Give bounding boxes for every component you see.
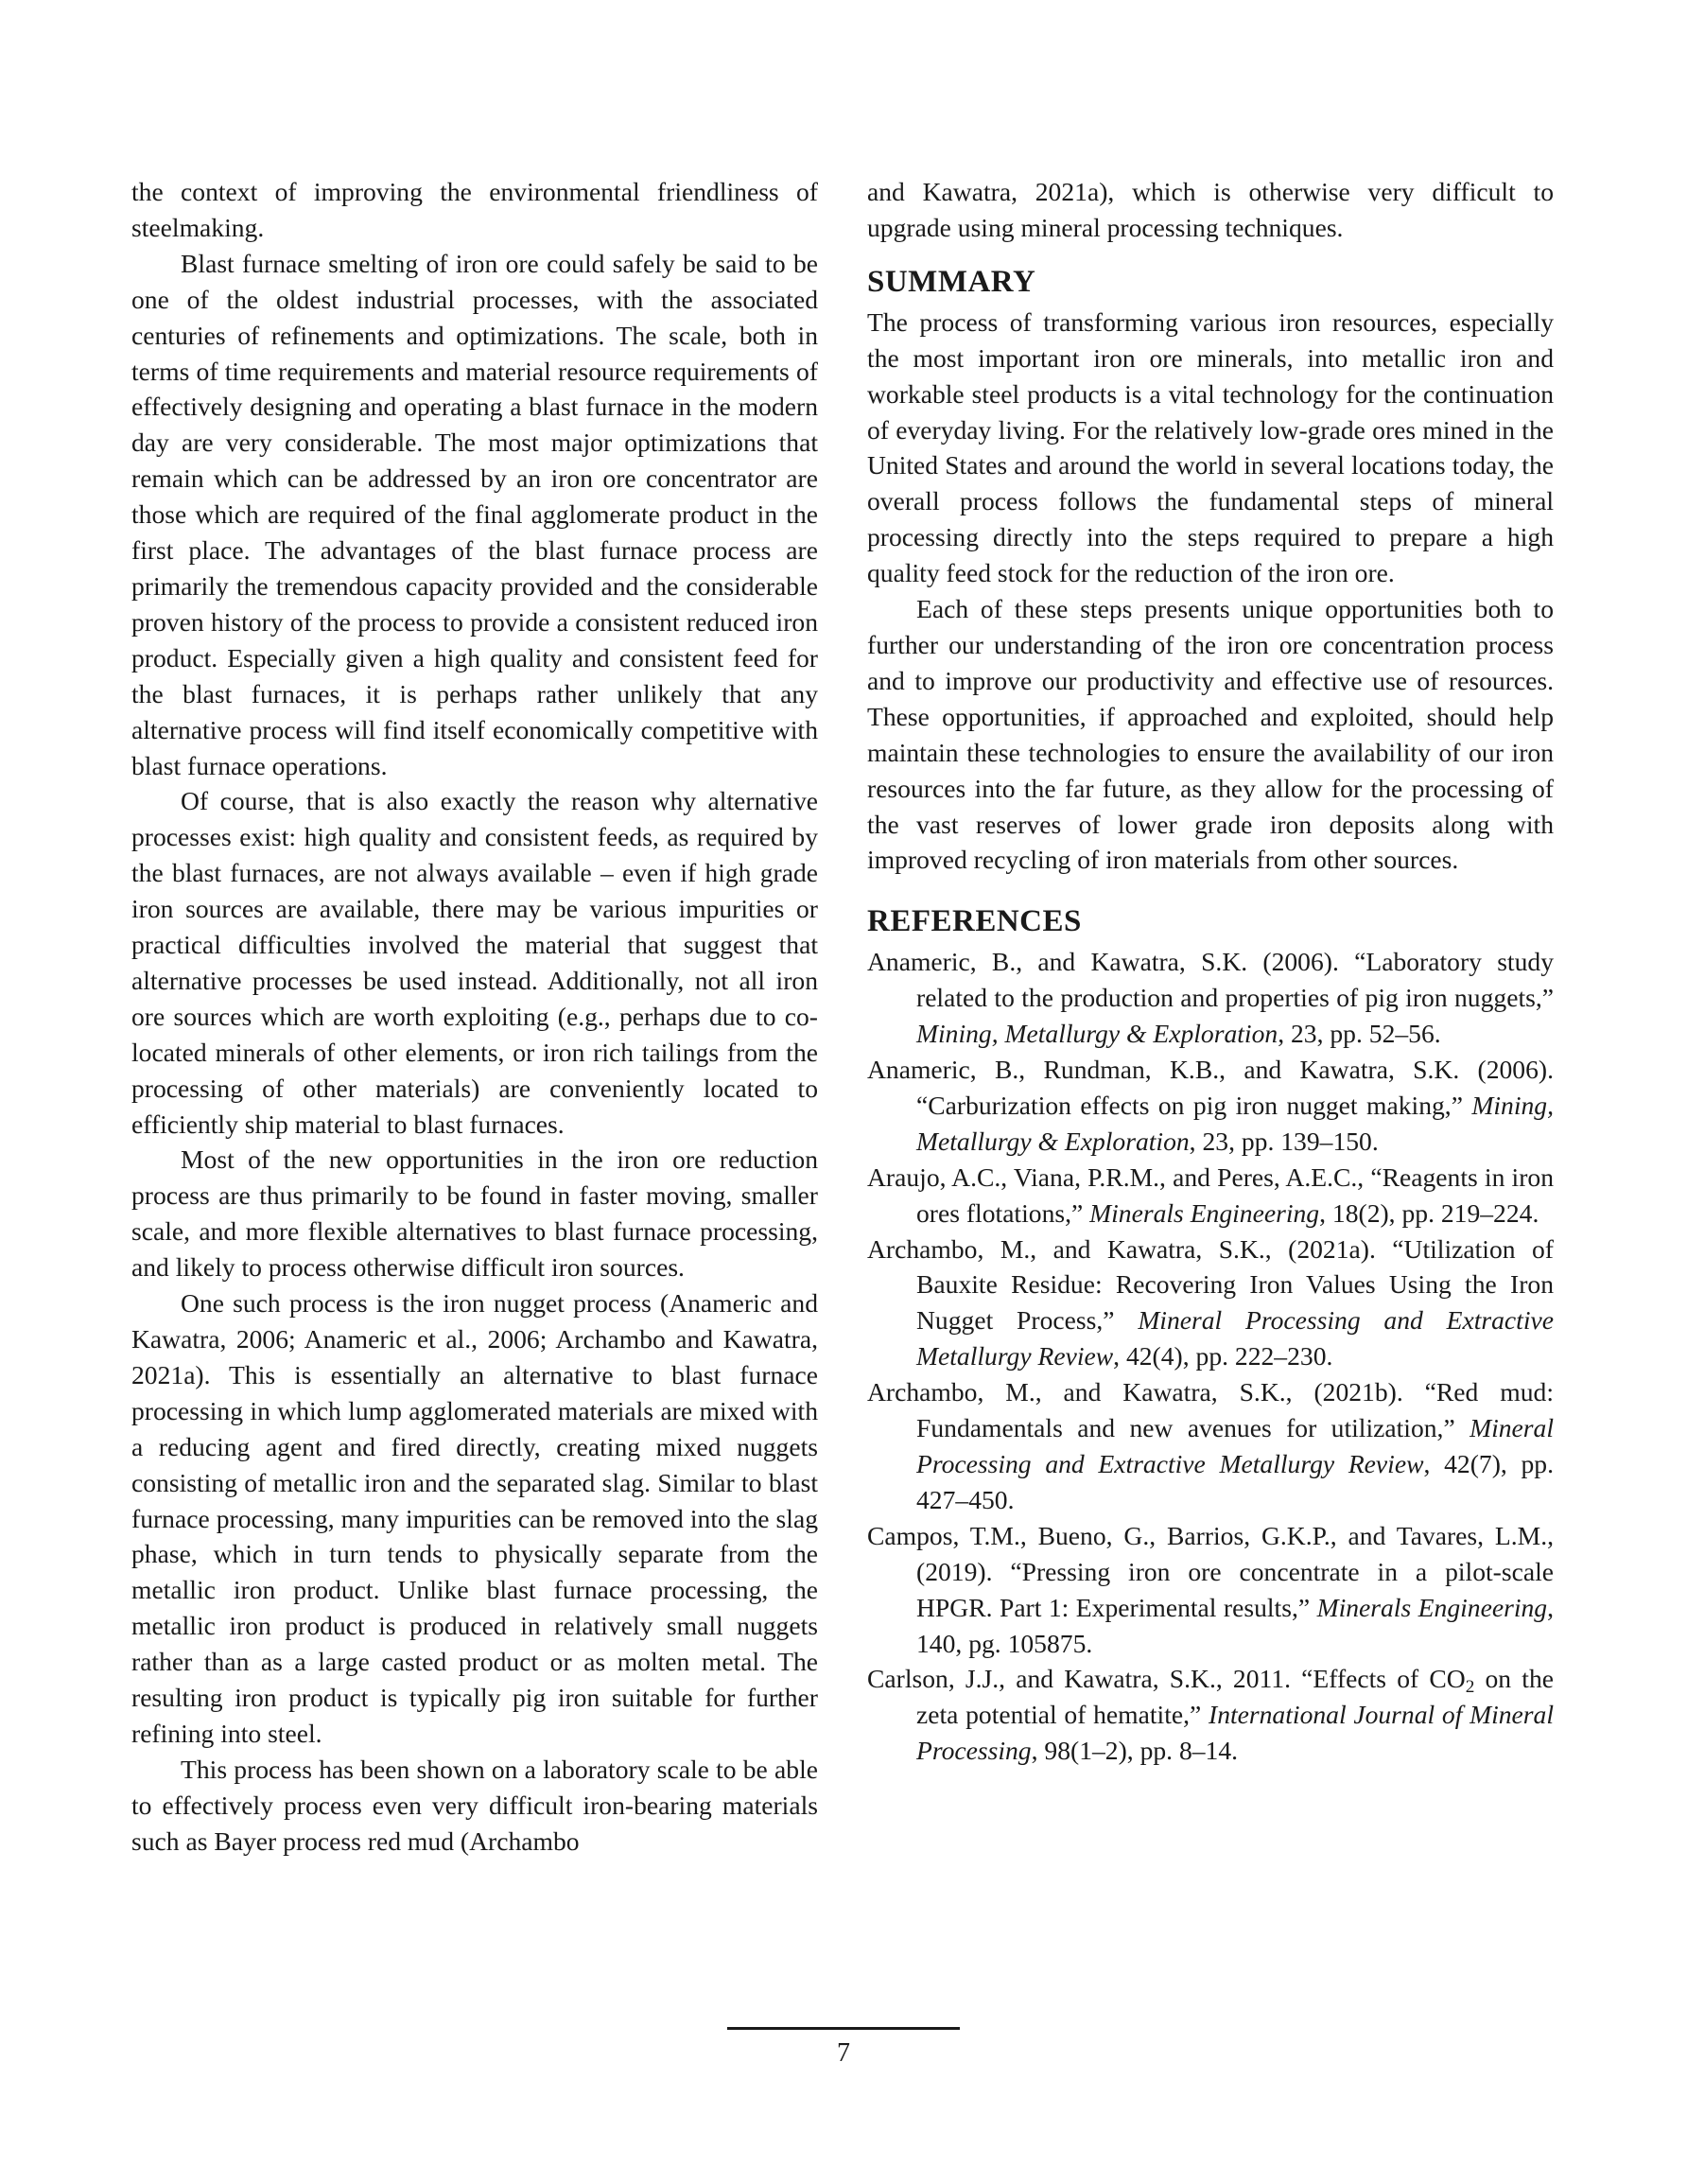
reference-journal: Mining, Metallurgy & Exploration — [916, 1019, 1278, 1049]
reference-text: Campos, T.M., Bueno, G., Barrios, G.K.P., and Tavares, L.M., (2019). “Pressing iron ore concentrate in a pilot-scale HPGR. Part 1: Experimental results,” — [867, 1520, 1554, 1622]
reference-citation: , 42(7), pp. 427–450. — [916, 1449, 1554, 1514]
summary-paragraph: Each of these steps presents unique opportunities both to further our understanding of the iron ore concentration process and to improve our productivity and effective use of resources. These opportunities, if approached and exploited, should help maintain these technologies to ensure the availability of our iron resources into the far future, as they allow for the processing of the vast reserves of lower grade iron deposits along with improved recycling of iron materials from other sources. — [867, 594, 1554, 875]
reference-entry — [867, 1374, 1554, 1518]
body-paragraph: the context of improving the environmental friendliness of steelmaking. — [131, 177, 818, 242]
summary-heading: SUMMARY — [867, 264, 1036, 299]
reference-entry — [867, 944, 1554, 1052]
subscript: 2 — [1465, 1677, 1475, 1698]
reference-text: on the zeta potential of hematite,” — [916, 1664, 1554, 1730]
reference-citation: , 23, pp. 52–56. — [1278, 1019, 1441, 1049]
right-column — [867, 174, 1554, 1769]
reference-text: Archambo, M., and Kawatra, S.K., (2021a). “Utilization of Bauxite Residue: Recovering Iron Values Using the Iron Nugget Process,” — [867, 1233, 1554, 1336]
reference-text: Anameric, B., Rundman, K.B., and Kawatra, S.K. (2006). “Carburization effects on pig iron nugget making,” — [867, 1055, 1554, 1120]
reference-entry — [867, 1052, 1554, 1160]
summary-paragraph: The process of transforming various iron resources, especially the most important iron ore minerals, into metallic iron and workable steel products is a vital technology for the continuation of everyday living. For the relatively low-grade ores mined in the United States and around the world in several locations today, the overall process follows the fundamental steps of mineral processing directly into the steps required to prepare a high quality feed stock for the reduction of the iron ore. — [867, 306, 1554, 588]
reference-citation: , 18(2), pp. 219–224. — [1319, 1197, 1539, 1228]
reference-text: Araujo, A.C., Viana, P.R.M., and Peres, A.E.C., “Reagents in iron ores flotations,” — [867, 1162, 1554, 1228]
reference-entry — [867, 1232, 1554, 1375]
reference-journal: Minerals Engineering — [1316, 1592, 1548, 1622]
left-column — [131, 174, 818, 1860]
reference-journal: Mineral Processing and Extractive Metallurgy Review — [916, 1413, 1554, 1478]
reference-citation: , 140, pg. 105875. — [916, 1592, 1554, 1658]
reference-journal: Mining, Metallurgy & Exploration — [916, 1090, 1554, 1156]
body-paragraph: Most of the new opportunities in the iron ore reduction process are thus primarily to be found in faster moving, smaller scale, and more flexible alternatives to blast furnace processing, and likely to process otherwise difficult iron sources. — [131, 1144, 818, 1283]
reference-journal: Mineral Processing and Extractive Metallurgy Review — [916, 1305, 1555, 1372]
references-heading: REFERENCES — [867, 904, 1082, 939]
page-number: 7 — [837, 2038, 850, 2068]
reference-text: Anameric, B., and Kawatra, S.K. (2006). “Laboratory study related to the production and properties of pig iron nuggets,” — [867, 947, 1554, 1013]
reference-citation: , 42(4), pp. 222–230. — [1113, 1341, 1333, 1372]
body-paragraph: Of course, that is also exactly the reason why alternative processes exist: high quality and consistent feeds, as required by the blast furnaces, are not always available – even if high grade iron sources are available, there may be various impurities or practical difficulties involved the material that suggest that alternative processes be used instead. Additionally, not all iron ore sources which are worth exploiting (e.g., perhaps due to co-located minerals of other elements, or iron rich tailings from the processing of other materials) are conveniently located to efficiently ship material to blast furnaces. — [131, 786, 818, 1139]
reference-entry — [867, 1518, 1554, 1662]
body-paragraph: Blast furnace smelting of iron ore could safely be said to be one of the oldest industrial processes, with the associated centuries of refinements and optimizations. The scale, both in terms of time requirements and material resource requirements of effectively designing and operating a blast furnace in the modern day are very considerable. The most major optimizations that remain which can be addressed by an iron ore concentrator are those which are required of the final agglomerate product in the first place. The advantages of the blast furnace process are primarily the tremendous capacity provided and the considerable proven history of the process to provide a consistent reduced iron product. Especially given a high quality and consistent feed for the blast furnaces, it is perhaps rather unlikely that any alternative process will find itself economically competitive with blast furnace operations. — [131, 248, 818, 780]
reference-entry — [867, 1160, 1554, 1232]
footer-rule — [727, 2027, 960, 2030]
reference-entry — [867, 1661, 1554, 1769]
reference-citation: , 98(1–2), pp. 8–14. — [1031, 1736, 1239, 1766]
body-paragraph: This process has been shown on a laboratory scale to be able to effectively process even very difficult iron-bearing materials such as Bayer process red mud (Archambo — [131, 1754, 818, 1856]
body-paragraph: One such process is the iron nugget process (Anameric and Kawatra, 2006; Anameric et al., 2006; Archambo and Kawatra, 2021a). This is essentially an alternative to blast furnace processing in which lump agglomerated materials are mixed with a reducing agent and fired directly, creating mixed nuggets consisting of metallic iron and the separated slag. Similar to blast furnace processing, many impurities can be removed into the slag phase, which in turn tends to physically separate from the metallic iron product. Unlike blast furnace processing, the metallic iron product is produced in relatively small nuggets rather than as a large casted product or as molten metal. The resulting iron product is typically pig iron suitable for further refining into steel. — [131, 1288, 818, 1748]
reference-text: Carlson, J.J., and Kawatra, S.K., 2011. “Effects of CO — [867, 1664, 1466, 1694]
reference-journal: International Journal of Mineral Processing — [916, 1700, 1554, 1766]
reference-journal: Minerals Engineering — [1089, 1197, 1320, 1228]
reference-citation: , 23, pp. 139–150. — [1189, 1126, 1379, 1156]
body-paragraph-continuation: and Kawatra, 2021a), which is otherwise very difficult to upgrade using mineral processing techniques. — [867, 177, 1554, 242]
reference-text: Archambo, M., and Kawatra, S.K., (2021b). “Red mud: Fundamentals and new avenues for utilization,” — [867, 1377, 1554, 1443]
